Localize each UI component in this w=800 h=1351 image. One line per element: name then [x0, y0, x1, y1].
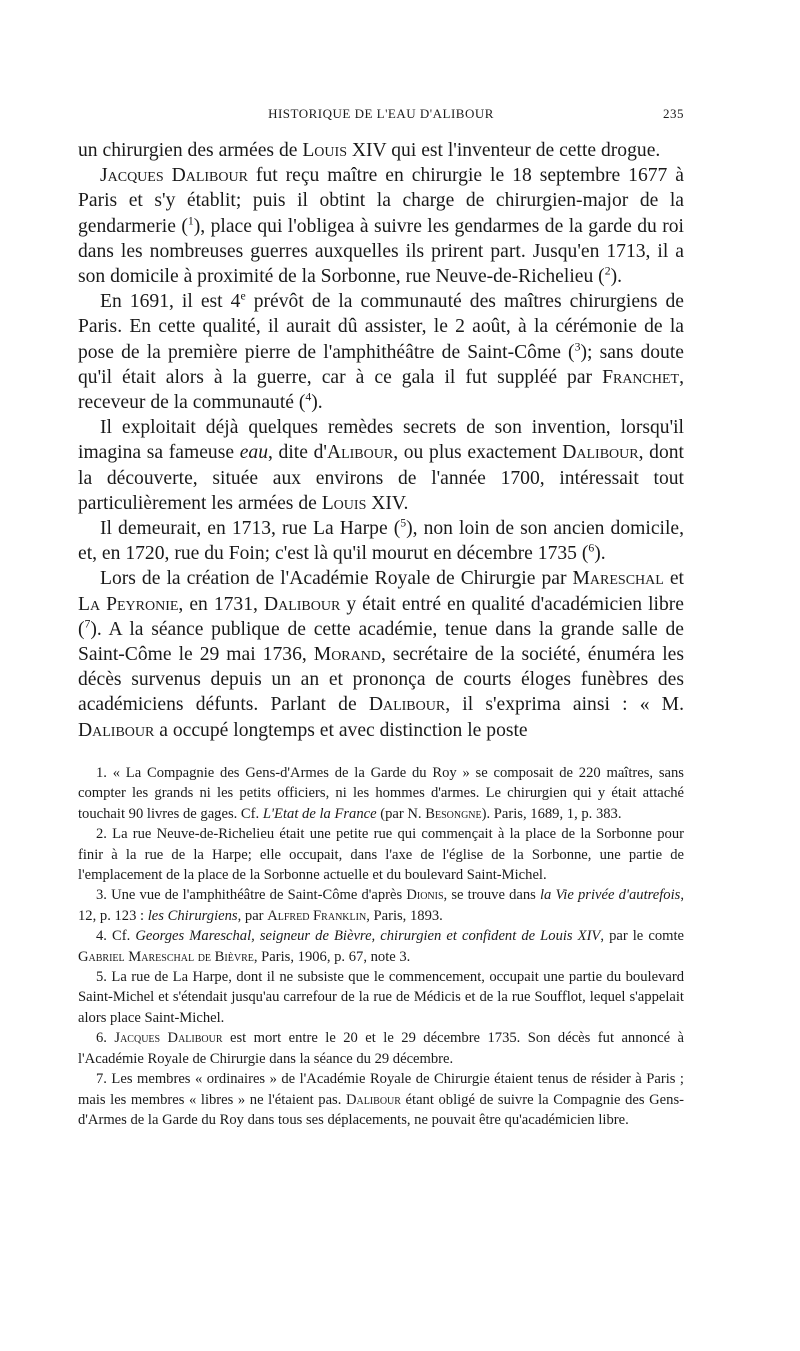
footnote-ref-7: 7 [84, 617, 91, 631]
footnote-6: 6. Jacques Dalibour est mort entre le 20 et le 29 décembre 1735. Son décès fut annoncé à l'Académie Royale de Chirurgie dans la séance du 29 décembre. [78, 1030, 684, 1067]
footnote-7: 7. Les membres « ordinaires » de l'Académie Royale de Chirurgie étaient tenus de résider à Paris ; mais les membres « libres » ne l'étaient pas. Dalibour étant obligé de suivre la Compagnie des Gens-d'Armes de la Garde du Roy dans tous ses déplacements, ne pouvait être qu'académicien libre. [78, 1071, 684, 1128]
paragraph-3: Il exploitait déjà quelques remèdes secrets de son invention, lorsqu'il imagina sa fameuse eau, dite d'Alibour, ou plus exactement Dalibour, dont la découverte, située aux environs de l'année 1700, intéressait tout particulièrement les armées de Louis XIV. [78, 417, 684, 514]
paragraph-0: un chirurgien des armées de Louis XIV qui est l'inventeur de cette drogue. [78, 140, 661, 161]
footnote-3: 3. Une vue de l'amphithéâtre de Saint-Côme d'après Dionis, se trouve dans la Vie privée d'autrefois, 12, p. 123 : les Chirurgiens, par Alfred Franklin, Paris, 1893. [78, 887, 684, 924]
running-title: HISTORIQUE DE L'EAU D'ALIBOUR [268, 106, 494, 121]
footnote-ref-6: 6 [588, 541, 595, 555]
paragraph-2: En 1691, il est 4e prévôt de la communauté des maîtres chirurgiens de Paris. En cette qualité, il aurait dû assister, le 2 août, à la cérémonie de la pose de la première pierre de l'amphithéâtre de Saint-Côme ($^3$); sans doute qu'il était alors à la guerre, car à ce gala il fut suppléé par Franchet, receveur de la communauté ($^4$). [78, 289, 684, 414]
paragraph-4: Il demeurait, en 1713, rue La Harpe ($^5$), non loin de son ancien domicile, et, en 1720, rue du Foin; c'est là qu'il mourut en décembre 1735 ($^6$). [78, 516, 684, 565]
footnote-ref-5: 5 [400, 516, 407, 530]
footnote-2: 2. La rue Neuve-de-Richelieu était une petite rue qui commençait à la place de la Sorbonne pour finir à la rue de la Harpe; elle occupait, dans l'axe de l'église de la Sorbonne, une partie de l'emplacement de la place de la Sorbonne actuelle et du boulevard Saint-Michel. [78, 826, 684, 884]
footnote-ref-4: 4 [305, 390, 312, 404]
paragraph-1: Jacques Dalibour fut reçu maître en chirurgie le 18 septembre 1677 à Paris et s'y établit; puis il obtint la charge de chirurgien-major de la gendarmerie ($^1$), place qui l'obligea à suivre les gendarmes de la garde du roi dans les nombreuses guerres auxquelles ils prirent part. Jusqu'en 1713, il a son domicile à proximité de la Sorbonne, rue Neuve-de-Richelieu ($^2$). [78, 165, 685, 288]
main-text [78, 138, 684, 743]
footnote-ref-3: 3 [574, 340, 581, 354]
footnote-1: 1. « La Compagnie des Gens-d'Armes de la Garde du Roy » se composait de 220 maîtres, sans compter les grands ni les petits officiers, ni les hommes d'armes. Le chirurgien qui y était attaché touchait 90 livres de gages. Cf. L'Etat de la France (par N. Besongne). Paris, 1689, 1, p. 383. [78, 765, 684, 822]
paragraph-5: Lors de la création de l'Académie Royale de Chirurgie par Mareschal et La Peyronie, en 1731, Dalibour y était entré en qualité d'académicien libre ($^7$). A la séance publique de cette académie, tenue dans la grande salle de Saint-Côme le 29 mai 1736, Morand, secrétaire de la société, énuméra les décès survenus depuis un an et prononça de courts éloges funèbres des académiciens défunts. Parlant de Dalibour, il s'exprima ainsi : « M. Dalibour a occupé longtemps et avec distinction le poste [78, 568, 684, 741]
footnote-5: 5. La rue de La Harpe, dont il ne subsiste que le commencement, occupait une partie du boulevard Saint-Michel et s'étendait jusqu'au carrefour de la rue de Médicis et de la rue Soufflot, lequel s'appelait alors place Saint-Michel. [78, 969, 684, 1026]
footnote-ref-1: 1 [187, 214, 194, 228]
page-number: 235 [663, 106, 684, 121]
footnote-ref-2: 2 [604, 264, 611, 278]
footnote-4: 4. Cf. Georges Mareschal, seigneur de Bièvre, chirurgien et confident de Louis XIV, par le comte Gabriel Mareschal de Bièvre, Paris, 1906, p. 67, note 3. [78, 928, 685, 965]
footnotes [78, 763, 684, 1130]
